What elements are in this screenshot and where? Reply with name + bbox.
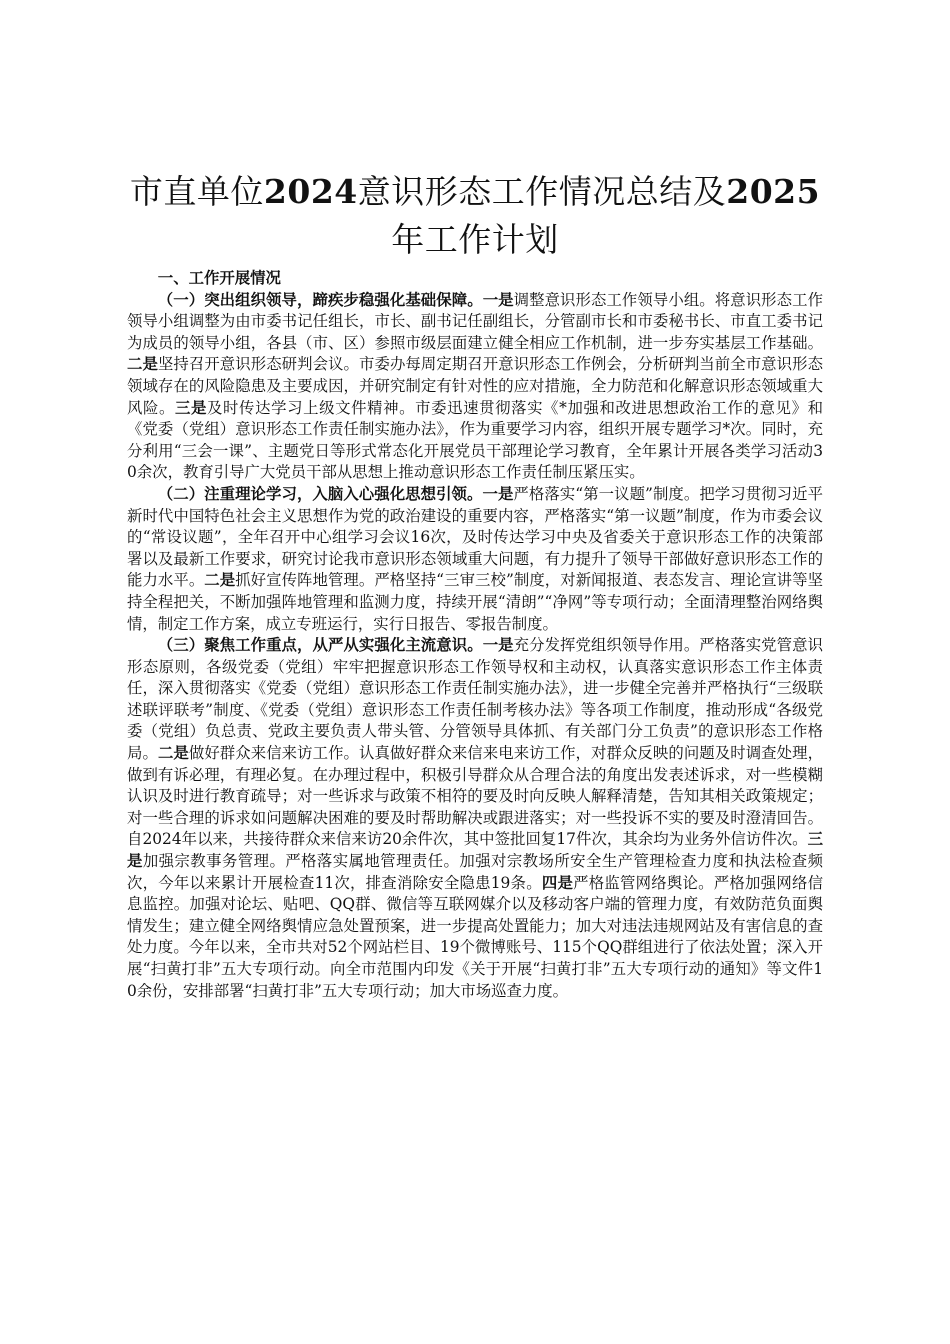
paragraph-1 <box>127 290 823 484</box>
item-marker: 二是 <box>157 744 189 763</box>
document-title <box>127 168 823 264</box>
item-marker: 一是 <box>482 636 514 655</box>
paragraph-heading: （一）突出组织领导，蹄疾步稳强化基础保障。 <box>157 290 483 309</box>
item-text: 严格监管网络舆论。严格加强网络信息监控。加强对论坛、贴吧、QQ群、微信等互联网媒介以及移动客户端的管理力度，有效防范负面舆情发生；建立健全网络舆情应急处置预案，进一步提高处置能力；加大对违法违规网站及有害信息的查处力度。今年以来，全市共对52个网站栏目、19个微博账号、115个QQ群组进行了依法处置；深入开展“扫黄打非”五大专项行动。向全市范围内印发《关于开展“扫黄打非”五大专项行动的通知》等文件10余份，安排部署“扫黄打非”五大专项行动；加大市场巡查力度。 <box>127 873 823 1000</box>
paragraph-heading: （二）注重理论学习，入脑入心强化思想引领。 <box>157 484 483 503</box>
title-text-3: 年工作计划 <box>391 220 559 259</box>
item-text: 调整意识形态工作领导小组。将意识形态工作领导小组调整为由市委书记任组长，市长、副书记任副组长，分管副市长和市委秘书长、市直工委书记为成员的领导小组，各县（市、区）参照市级层面建立健全相应工作机制，进一步夯实基层工作基础。 <box>127 290 823 352</box>
title-year-2: 2025 <box>726 172 821 211</box>
item-text: 坚持召开意识形态研判会议。市委办每周定期召开意识形态工作例会，分析研判当前全市意识形态领域存在的风险隐患及主要成因，并研究制定有针对性的应对措施，全力防范和化解意识形态领域重大风险。 <box>127 355 823 417</box>
document-page <box>127 168 823 1002</box>
item-marker: 二是 <box>127 355 158 374</box>
item-text: 抓好宣传阵地管理。严格坚持“三审三校”制度，对新闻报道、表态发言、理论宣讲等坚持全程把关，不断加强阵地管理和监测力度，持续开展“清朗”“净网”等专项行动；全面清理整治网络舆情，制定工作方案，成立专班运行，实行日报告、零报告制度。 <box>127 571 823 633</box>
title-text-1: 市直单位 <box>129 172 264 211</box>
paragraph-3 <box>127 635 823 1002</box>
item-text: 做好群众来信来访工作。认真做好群众来信来电来访工作，对群众反映的问题及时调查处理，做到有诉必理，有理必复。在办理过程中，积极引导群众从合理合法的角度出发表述诉求，对一些模糊认识及时进行教育疏导；对一些诉求与政策不相符的要及时向反映人解释清楚，告知其相关政策规定；对一些合理的诉求如问题解决困难的要及时帮助解决或跟进落实；对一些投诉不实的要及时澄清回告。自2024年以来，共接待群众来信来访20余件次，其中签批回复17件次，其余均为业务外信访件次。 <box>127 744 823 849</box>
title-text-2: 意识形态工作情况总结及 <box>357 172 727 211</box>
paragraph-2 <box>127 484 823 635</box>
item-marker: 一是 <box>482 290 514 309</box>
paragraph-heading: （三）聚焦工作重点，从严从实强化主流意识。 <box>157 636 483 655</box>
item-text: 加强宗教事务管理。严格落实属地管理责任。加强对宗教场所安全生产管理检查力度和执法检查频次，今年以来累计开展检查11次，排查消除安全隐患19条。 <box>127 852 823 892</box>
item-marker: 一是 <box>482 484 514 503</box>
section-heading: 一、工作开展情况 <box>157 269 281 287</box>
item-marker: 三是 <box>175 398 208 417</box>
item-marker: 三是 <box>127 830 823 871</box>
item-marker: 四是 <box>541 873 574 892</box>
item-text: 及时传达学习上级文件精神。市委迅速贯彻落实《*加强和改进思想政治工作的意见》和《党委（党组）意识形态工作责任制实施办法》，作为重要学习内容，组织开展专题学习*次。同时，充分利用“三会一课”、主题党日等形式常态化开展党员干部理论学习教育，全年累计开展各类学习活动30余次，教育引导广大党员干部从思想上推动意识形态工作责任制压紧压实。 <box>127 398 823 482</box>
item-marker: 二是 <box>204 571 236 590</box>
item-text: 严格落实“第一议题”制度。把学习贯彻习近平新时代中国特色社会主义思想作为党的政治建设的重要内容，严格落实“第一议题”制度，作为市委会议的“常设议题”，全年召开中心组学习会议16次，及时传达学习中央及省委关于意识形态工作的决策部署以及最新工作要求，研究讨论我市意识形态领域重大问题，有力提升了领导干部做好意识形态工作的能力水平。 <box>127 484 823 590</box>
title-year-1: 2024 <box>263 172 358 211</box>
item-text: 充分发挥党组织领导作用。严格落实党管意识形态原则，各级党委（党组）牢牢把握意识形态工作领导权和主动权，认真落实意识形态工作主体责任，深入贯彻落实《党委（党组）意识形态工作责任制实施办法》，进一步健全完善并严格执行“三级联述联评联考”制度、《党委（党组）意识形态工作责任制考核办法》等各项工作制度，推动形成“各级党委（党组）负总责、党政主要负责人带头管、分管领导具体抓、有关部门分工负责”的意识形态工作格局。 <box>127 636 823 763</box>
